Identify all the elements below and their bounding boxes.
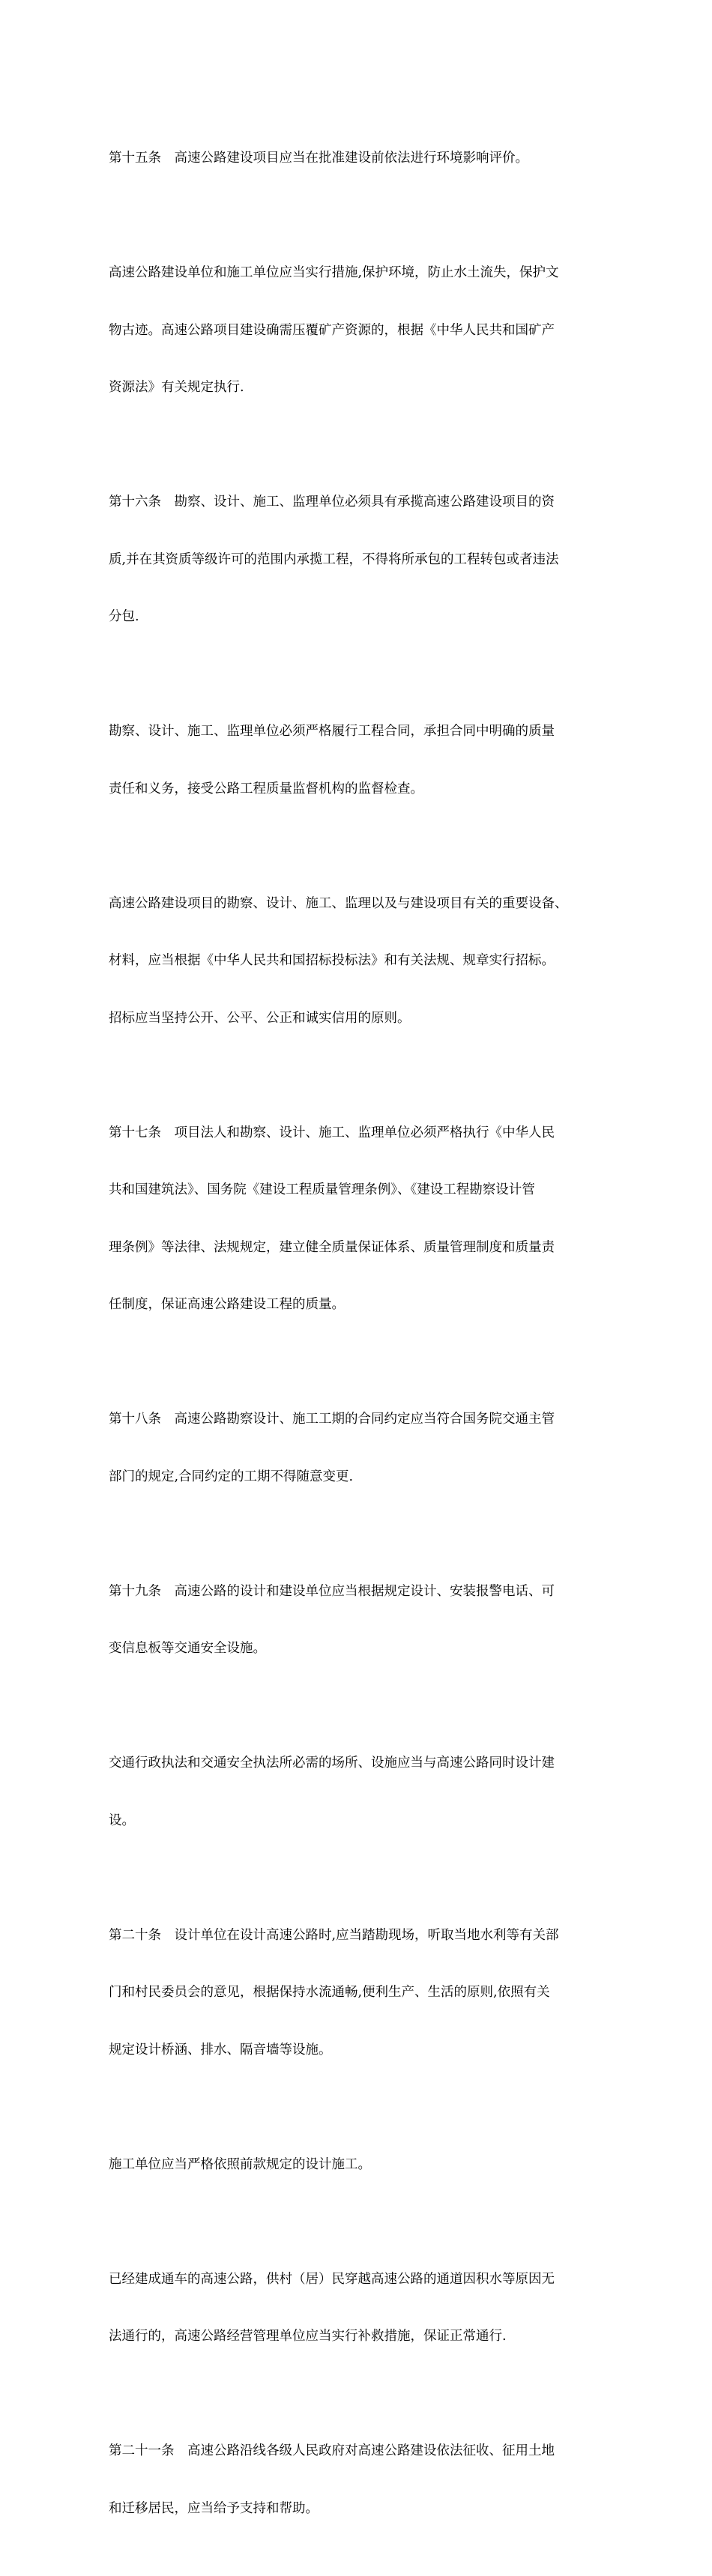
text-line: 任制度，保证高速公路建设工程的质量。 bbox=[109, 1297, 345, 1312]
text-line: 和迁移居民，应当给予支持和帮助。 bbox=[109, 2500, 319, 2516]
text-line: 招标应当坚持公开、公平、公正和诚实信用的原则。 bbox=[109, 1010, 411, 1026]
text-line: 法通行的，高速公路经营管理单位应当实行补救措施，保证正常通行. bbox=[109, 2329, 507, 2344]
text-line: 高速公路建设单位和施工单位应当实行措施,保护环境，防止水土流失，保护文 bbox=[109, 265, 559, 280]
text-line: 交通行政执法和交通安全执法所必需的场所、设施应当与高速公路同时设计建 bbox=[109, 1756, 555, 1771]
text-line: 分包. bbox=[109, 609, 139, 624]
paragraph bbox=[109, 2404, 618, 2557]
text-line: 第二十条 设计单位在设计高速公路时,应当踏勘现场，听取当地水利等有关部 bbox=[109, 1927, 559, 1943]
text-line: 理条例》等法律、法规规定，建立健全质量保证体系、质量管理制度和质量责 bbox=[109, 1239, 555, 1255]
paragraph bbox=[109, 1372, 618, 1525]
paragraph bbox=[109, 2117, 618, 2213]
text-line: 设。 bbox=[109, 1812, 135, 1828]
text-line: 共和国建筑法》、国务院《建设工程质量管理条例》、《建设工程勘察设计管 bbox=[109, 1182, 535, 1197]
text-line: 质,并在其资质等级许可的范围内承揽工程，不得将所承包的工程转包或者违法 bbox=[109, 551, 559, 567]
text-line: 责任和义务，接受公路工程质量监督机构的监督检查。 bbox=[109, 781, 423, 796]
text-line: 已经建成通车的高速公路，供村（居）民穿越高速公路的通道因积水等原因无 bbox=[109, 2271, 555, 2287]
text-line: 第二十一条 高速公路沿线各级人民政府对高速公路建设依法征收、征用土地 bbox=[109, 2443, 555, 2458]
text-line: 第十七条 项目法人和勘察、设计、施工、监理单位必须严格执行《中华人民 bbox=[109, 1125, 555, 1140]
text-line: 规定设计桥涵、排水、隔音墙等设施。 bbox=[109, 2042, 332, 2058]
text-line: 第十九条 高速公路的设计和建设单位应当根据规定设计、安装报警电话、可 bbox=[109, 1583, 555, 1599]
paragraph bbox=[109, 111, 618, 207]
text-line: 材料，应当根据《中华人民共和国招标投标法》和有关法规、规章实行招标。 bbox=[109, 953, 555, 968]
paragraph bbox=[109, 856, 618, 1067]
paragraph bbox=[109, 1544, 618, 1697]
text-line: 资源法》有关规定执行. bbox=[109, 380, 244, 395]
text-line: 第十五条 高速公路建设项目应当在批准建设前依法进行环境影响评价。 bbox=[109, 151, 528, 166]
paragraph bbox=[109, 1888, 618, 2099]
text-line: 高速公路建设项目的勘察、设计、施工、监理以及与建设项目有关的重要设备、 bbox=[109, 895, 568, 911]
text-line: 施工单位应当严格依照前款规定的设计施工。 bbox=[109, 2156, 371, 2172]
document-page bbox=[109, 111, 618, 2576]
text-line: 物古迹。高速公路项目建设确需压覆矿产资源的，根据《中华人民共和国矿产 bbox=[109, 322, 555, 338]
text-line: 变信息板等交通安全设施。 bbox=[109, 1641, 266, 1656]
paragraph bbox=[109, 455, 618, 665]
text-line: 门和村民委员会的意见，根据保持水流通畅,便利生产、生活的原则,依照有关 bbox=[109, 1985, 550, 2000]
paragraph bbox=[109, 1086, 618, 1353]
paragraph bbox=[109, 1716, 618, 1869]
text-line: 第十六条 勘察、设计、施工、监理单位必须具有承揽高速公路建设项目的资 bbox=[109, 495, 555, 510]
text-line: 第十八条 高速公路勘察设计、施工工期的合同约定应当符合国务院交通主管 bbox=[109, 1412, 555, 1427]
text-line: 勘察、设计、施工、监理单位必须严格履行工程合同，承担合同中明确的质量 bbox=[109, 724, 555, 739]
paragraph bbox=[109, 226, 618, 436]
paragraph bbox=[109, 684, 618, 837]
text-line: 部门的规定,合同约定的工期不得随意变更. bbox=[109, 1469, 354, 1484]
paragraph bbox=[109, 2232, 618, 2385]
